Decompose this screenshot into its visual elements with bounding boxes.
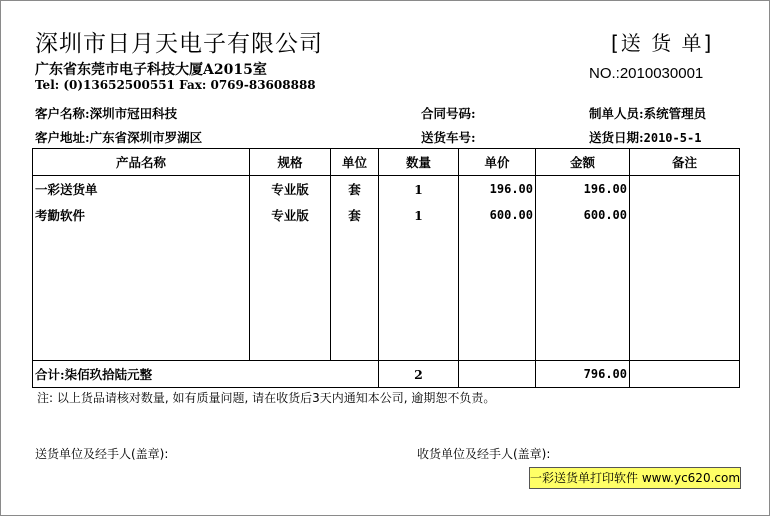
delivery-date-value: 2010-5-1 [643,131,702,145]
remark-cell [630,176,740,203]
col-header-spec: 规格 [250,149,331,176]
customer-name-field [35,104,177,122]
total-label-cell: 合计:柒佰玖拾陆元整 [33,361,379,388]
col-header-amount: 金额 [536,149,630,176]
col-header-product: 产品名称 [33,149,250,176]
terms-note: 注: 以上货品请核对数量, 如有质量问题, 请在收货后3天内通知本公司, 逾期恕不负责。 [37,391,496,405]
document-number: NO.:2010030001 [589,65,704,82]
table-row [33,202,740,228]
price-cell: 600.00 [459,202,536,228]
company-name: 深圳市日月天电子有限公司 [35,31,323,57]
maker-field [589,104,706,122]
maker-label: 制单人员: [589,106,644,121]
contract-number-label: 合同号码: [421,106,476,121]
price-cell: 196.00 [459,176,536,203]
table-total-row [33,361,740,388]
delivery-date-field [589,128,701,146]
remark-cell [630,202,740,228]
customer-name-label: 客户名称: [35,106,90,121]
customer-address-label: 客户地址: [35,130,90,145]
delivery-date-label: 送货日期: [589,130,644,145]
col-header-price: 单价 [459,149,536,176]
total-remark-cell [630,361,740,388]
vehicle-number-field [421,128,476,146]
total-price-cell [459,361,536,388]
qty-cell: 1 [379,176,459,203]
customer-address-value: 广东省深圳市罗湖区 [89,130,203,145]
total-qty-cell: 2 [379,361,459,388]
software-ad-link[interactable]: 一彩送货单打印软件 www.yc620.com [529,467,741,489]
col-header-qty: 数量 [379,149,459,176]
product-name-cell: 一彩送货单 [33,176,250,203]
col-header-unit: 单位 [331,149,379,176]
product-name-cell: 考勤软件 [33,202,250,228]
col-header-remark: 备注 [630,149,740,176]
spec-cell: 专业版 [250,202,331,228]
document-title: [送 货 单] [611,31,714,55]
customer-name-value: 深圳市冠田科技 [89,106,178,121]
goods-table [32,148,740,388]
unit-cell: 套 [331,176,379,203]
amount-cell: 196.00 [536,176,630,203]
contract-number-field [421,104,476,122]
company-contact: Tel: (0)13652500551 Fax: 0769-83608888 [35,78,316,92]
spec-cell: 专业版 [250,176,331,203]
receiver-signature-label: 收货单位及经手人(盖章): [417,447,551,461]
company-address: 广东省东莞市电子科技大厦A2015室 [35,62,267,78]
qty-cell: 1 [379,202,459,228]
customer-address-field [35,128,202,146]
table-row [33,176,740,203]
table-blank-rows [33,228,740,361]
amount-cell: 600.00 [536,202,630,228]
unit-cell: 套 [331,202,379,228]
table-header-row [33,149,740,176]
vehicle-number-label: 送货车号: [421,130,476,145]
total-amount-cell: 796.00 [536,361,630,388]
sender-signature-label: 送货单位及经手人(盖章): [35,447,169,461]
maker-value: 系统管理员 [643,106,707,121]
